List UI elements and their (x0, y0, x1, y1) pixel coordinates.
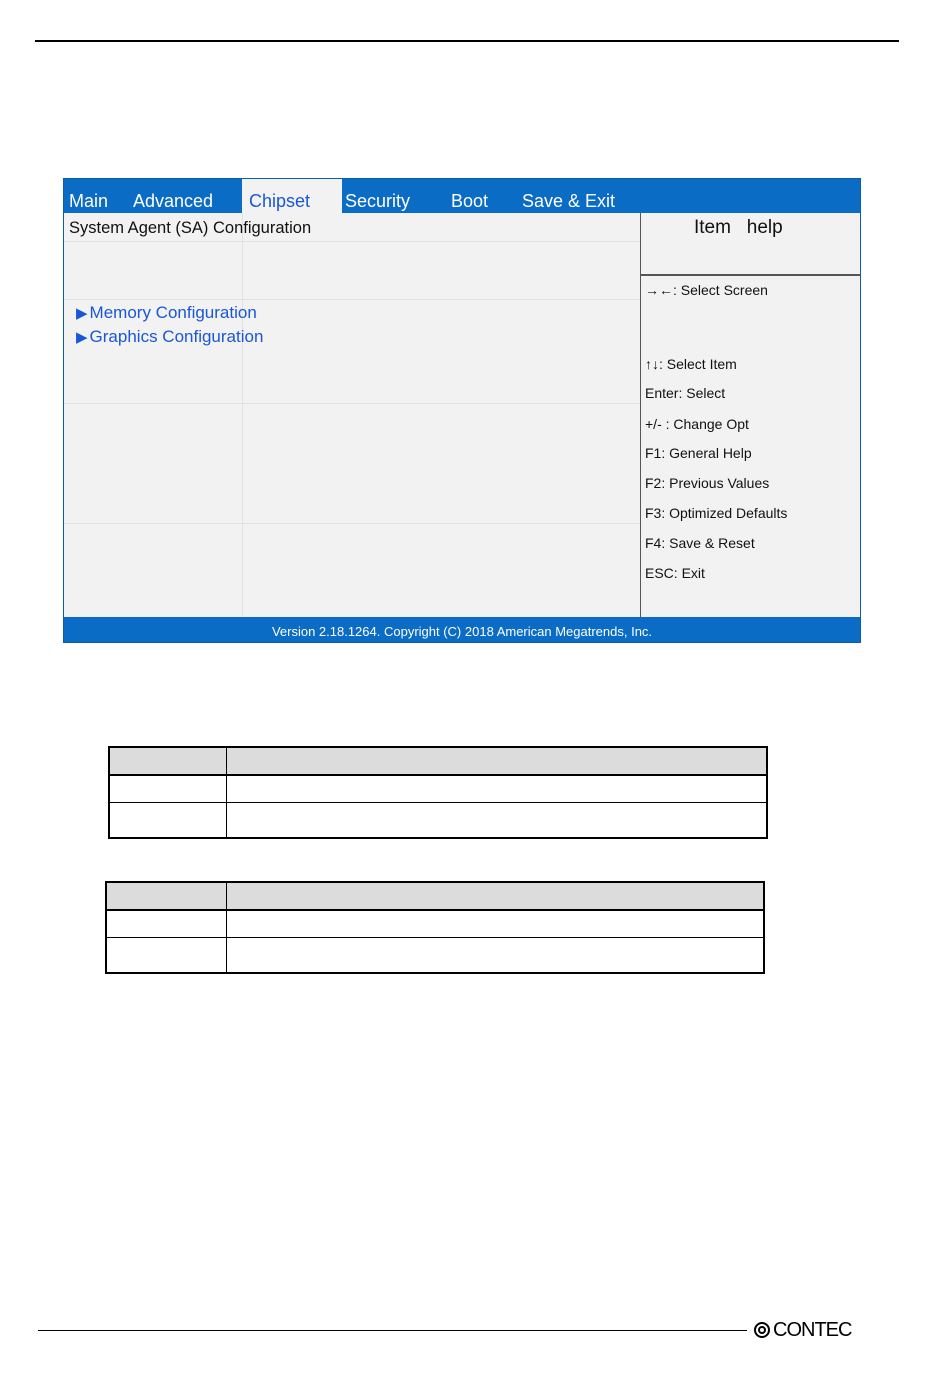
grid-line (64, 241, 640, 242)
contec-logo (754, 1319, 851, 1341)
contec-logo-icon (754, 1322, 770, 1338)
help-key-select-item: ↑↓: Select Item (645, 356, 737, 372)
help-key-f3: F3: Optimized Defaults (645, 505, 788, 521)
footer-rule (38, 1330, 747, 1331)
submenu-label: Graphics Configuration (89, 327, 264, 346)
table-cell (227, 938, 765, 974)
tab-save-exit[interactable]: Save & Exit (522, 191, 616, 211)
tab-chipset[interactable]: Chipset (242, 179, 342, 213)
graphics-configuration-link[interactable] (76, 327, 263, 347)
table-cell (109, 775, 227, 803)
table-header-cell (227, 882, 765, 910)
section-title: System Agent (SA) Configuration (69, 219, 312, 237)
help-key-f2: F2: Previous Values (645, 475, 770, 491)
help-key-change-opt: +/- : Change Opt (645, 416, 749, 432)
tab-main[interactable]: Main (69, 191, 109, 211)
table-cell (109, 803, 227, 839)
settings-table-graphics (105, 881, 765, 974)
table-cell (227, 910, 765, 938)
settings-table-memory (108, 746, 768, 839)
help-key-enter: Enter: Select (645, 385, 726, 401)
table-header-cell (227, 747, 768, 775)
submenu-label: Memory Configuration (89, 303, 257, 322)
table-row (106, 910, 764, 938)
bios-footer-version: Version 2.18.1264. Copyright (C) 2018 American Megatrends, Inc. (64, 617, 860, 642)
help-separator (641, 274, 861, 276)
table-cell (106, 938, 227, 974)
tab-boot[interactable]: Boot (451, 191, 489, 211)
bios-menubar (64, 179, 860, 213)
table-row (109, 803, 767, 839)
contec-logo-text: CONTEC (773, 1318, 852, 1341)
header-rule (35, 40, 899, 42)
memory-configuration-link[interactable] (76, 303, 257, 323)
help-key-esc: ESC: Exit (645, 565, 705, 581)
grid-line (64, 523, 640, 524)
triangle-right-icon: ▶ (76, 305, 88, 322)
table-cell (227, 775, 768, 803)
item-help-title: Item help (694, 217, 783, 238)
table-header-cell (109, 747, 227, 775)
help-key-f4: F4: Save & Reset (645, 535, 755, 551)
grid-line (64, 403, 640, 404)
help-key-select-screen: →←: Select Screen (645, 282, 768, 298)
grid-line (242, 213, 243, 618)
table-row (106, 938, 764, 974)
table-cell (106, 910, 227, 938)
bios-setup-window (63, 178, 861, 643)
table-row (109, 775, 767, 803)
triangle-right-icon: ▶ (76, 329, 88, 346)
table-header-row (109, 747, 767, 775)
help-key-f1: F1: General Help (645, 445, 752, 461)
grid-line (64, 299, 640, 300)
table-header-cell (106, 882, 227, 910)
table-header-row (106, 882, 764, 910)
table-cell (227, 803, 768, 839)
tab-security[interactable]: Security (345, 191, 411, 211)
tab-advanced[interactable]: Advanced (133, 191, 214, 211)
